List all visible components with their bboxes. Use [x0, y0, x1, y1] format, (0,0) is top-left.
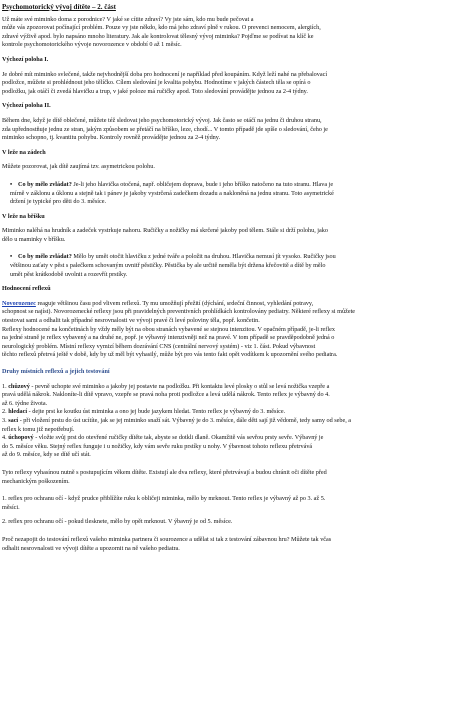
text-line: Můžete pozorovat, jak dítě zaujímá tzv. asymetrickou polohu.: [2, 163, 155, 171]
page-title: Psychomotorický vývoj dítěte – 2. část: [2, 3, 116, 11]
list-item: 1. chůzový - pevně uchopte své miminko a jakoby jej postavte na podložku. Při kontaktu levé plosky o stůl se levá nožička vzepře a: [2, 382, 330, 390]
text-line: na jedné straně je reflex vybavený a na druhé ne, popř. je výbavný intenzivněji než na pravé. V tom případě se pravděpodobně jedná o: [2, 334, 335, 342]
section-paragraph: [2, 71, 455, 97]
text-line: držení je typické pro děti do 3. měsíce.: [10, 198, 107, 206]
section-paragraph: [2, 300, 455, 360]
intro-paragraph: [2, 16, 455, 50]
text-line: neurologický problém. Místní reflexy vymizí během dozrávání CNS (centrální nervový systém) - viz 1. část. Pokud výbavnost: [2, 342, 316, 350]
novorozenec-link[interactable]: Novorozenec: [2, 299, 36, 307]
list-item: 2. reflex pro ochranu očí - pokud tlesknete, mělo by opět mrknout. V ýbavný je od 5. měsíce.: [2, 518, 233, 526]
text-line: Miminko naléhá na hrudník a zadeček vystrkuje nahoru. Ručičky a nožičky má skrčené jakoby pod tělem. Stále si drží polohu, jako: [2, 227, 328, 235]
text-line: může vás zpozorovat počínající problém. Pouze vy jste někdo, kdo má jeho zdraví plně v rukou. O prevenci nemocem, alergiích,: [2, 24, 321, 32]
text-line: zda upřednostňuje jednu ze stran, jakým způsobem se přetáčí na bříško, leze, chodí... V tomto případě jde spíše o sledování, čeho je: [2, 125, 328, 133]
text-line: většinou zaťaty v pěst s palečkem schovaným uvnitř pěstičky. Pěstička by ale určitě neměla být držena křečovitě a dítě by mělo: [10, 262, 326, 270]
list-item: až 6. týdne života.: [2, 399, 48, 407]
bullet-item: [2, 253, 455, 279]
text-line: miminko schopno, tj. kvantitu pohybu. Kontroly rovněž provádějte jednou za 2-4 týdny.: [2, 134, 221, 142]
text-line: podložce, můžete si prohlédnout jeho tělíčko. Cílem sledování je kvalita pohybu. Hodnotíme v jakých částech těla se opírá o: [2, 79, 311, 87]
section-paragraph: [2, 227, 455, 244]
list-item: až do 9. měsíce, kdy se dítě učí stát.: [2, 451, 91, 459]
bullet-icon: •: [10, 180, 13, 188]
section-heading: Druhy místních reflexů a jejich testování: [2, 368, 110, 375]
text-line: Mělo by umět otočit hlavičku z jedné tváře a položit na druhou. Hlavička nemusí jít vysoko. Ručičky jsou: [71, 253, 336, 261]
section-paragraph: [2, 163, 455, 172]
list-item: 1. reflex pro ochranu očí - když prudce přiblížíte ruku k obličeji miminka, mělo by mrknout. Tento reflex je výbavný až po 3. až 5.: [2, 495, 326, 503]
text-line: Už máte své miminko doma z porodnice? V jaké se cítite zdraví? Vy jste sám, kdo mu bude pečovat a: [2, 15, 254, 23]
section-heading: Výchozí poloha I.: [2, 55, 49, 63]
text-line: reaguje většinou času pod vlivem reflexů. Ty mu umožňují přežití (dýchání, srdeční činnost, vyhledání potravy,: [35, 299, 314, 307]
list-item: 3. sací - při vložení prstu do úst ucítíte, jak se jej miminko snaží sát. Výbavný je do 3. měsíce, dále děti sají již vědomě, tedy samy od sebe, a: [2, 416, 352, 424]
text-line: kontrole psychomotorického vývoje novorozence v období 0 až 1 měsíc.: [2, 41, 182, 49]
text-line: dělo u maminky v bříšku.: [2, 235, 66, 243]
closing-paragraph: [2, 536, 455, 553]
section-paragraph: [2, 469, 455, 486]
section-heading: V leže na zádech: [2, 148, 46, 156]
bullet-lead: Co by mělo zvládat?: [18, 180, 72, 188]
list-item: 2. hledací - dejte prst ke koutku úst miminka a ono jej bude jazykem hledat. Tento reflex je výbavný do 3. měsíce.: [2, 408, 286, 416]
text-line: Tyto reflexy vyhasínou nutně s postupujícím věkem dítěte. Existují ale dva reflexy, které přetrvávají a budou chránit oči dítěte před: [2, 468, 327, 476]
text-line: Během dne, když je dítě oblečené, můžete též sledovat jeho psychomotorický vývoj. Jak často se otáčí na jednu či druhou stranu,: [2, 116, 322, 124]
text-line: Reflexy hodnocené na končetinách by vždy měly být na obou stranách vybavené se stejnou intenzitou. V opačném případě, je-li reflex: [2, 325, 335, 333]
section-heading: Hodnocení reflexů: [2, 285, 51, 293]
text-line: zdravé výživě apod. bylo napsáno mnoho literatury. Jak ale kontrolovat tělesný vývoj miminka? Pojďme se podívat na klíč ke: [2, 32, 314, 40]
bullet-icon: •: [10, 253, 13, 261]
section-paragraph: [2, 117, 455, 143]
text-line: mechanickým poškozením.: [2, 477, 70, 485]
text-line: otestovat sami a odhalit tak případné nesrovnalosti ve vývoji pravé či levé poloviny těla, popř. končetin.: [2, 317, 260, 325]
list-item: reflex k tomu již nepotřebují.: [2, 425, 75, 433]
list-item: 4. úchopový - vložte svůj prst do otevřené ručičky dítěte tak, abyste se dotkli dlaně. Okamžitě vás sevřou prsty sevře. Výbavný je: [2, 434, 324, 442]
text-line: Je-li jeho hlavička otočená, např. obličejem doprava, bude i jeho bříško natočeno na tuto stranu. Hlava je: [71, 180, 334, 188]
text-line: odhalit nesrovnalosti ve vývoji dítěte a upozornit na ně vašeho pediatra.: [2, 544, 180, 552]
list-item: do 5. měsíce věku. Stejný reflex funguje i u nožičky, kdy vám sevře ruku prstíky u nohy. V ýbavnost tohoto reflexu přetrvává: [2, 442, 313, 450]
text-line: těchto reflexů přetrvá ještě v době, kdy by už měl být vyhasilý, může být pro vás tento fakt opět vodítkem k upozornění svého pediatra.: [2, 351, 338, 359]
text-line: podložku, jak otáčí či zvedá hlavičku a trup, v jaké poloze má ručičky apod. Toto sledování provádějte jednou za 2-4 týdny.: [2, 87, 308, 95]
bullet-lead: Co by mělo zvládat?: [18, 253, 72, 261]
text-line: mírně v záklonu a úklonu a stejně tak i pánev je jakoby vystrčená zadečkem dozadu a nakloněná na jednu stranu. Toto asymetrické: [10, 189, 334, 197]
list-item: pravá udělá nákrok. Nakloníte-li dítě vpravo, vzepře se pravá noha proti podložce a levá udělá nákrok. Tento reflex je výbavný do 4.: [2, 391, 330, 399]
eye-reflex-list: [2, 495, 455, 527]
text-line: schopnost se najíst). Novorozenecké reflexy jsou při pravidelných preventivních prohlídkách kontrolovány pediatry. Některé reflexy si můžete: [2, 308, 356, 316]
text-line: umět pěst krátkodobě uvolnit a rozevřít prstíky.: [10, 270, 128, 278]
text-line: Je dobré mít miminko svlečené, takže nejvhodnější doba pro hodnocení je například před koupáním. Když leží nahé na přebalovací: [2, 70, 328, 78]
section-heading: Výchozí poloha II.: [2, 102, 51, 110]
reflex-list: [2, 383, 455, 460]
list-item: měsíci.: [2, 503, 20, 511]
section-heading: V leže na bříšku: [2, 212, 45, 220]
text-line: Proč nezapojit do testování reflexů vašeho miminka partnera či sourozence a udělat si tak z testování zábavnou hru? Můžete tak včas: [2, 535, 332, 543]
bullet-item: [2, 181, 455, 207]
